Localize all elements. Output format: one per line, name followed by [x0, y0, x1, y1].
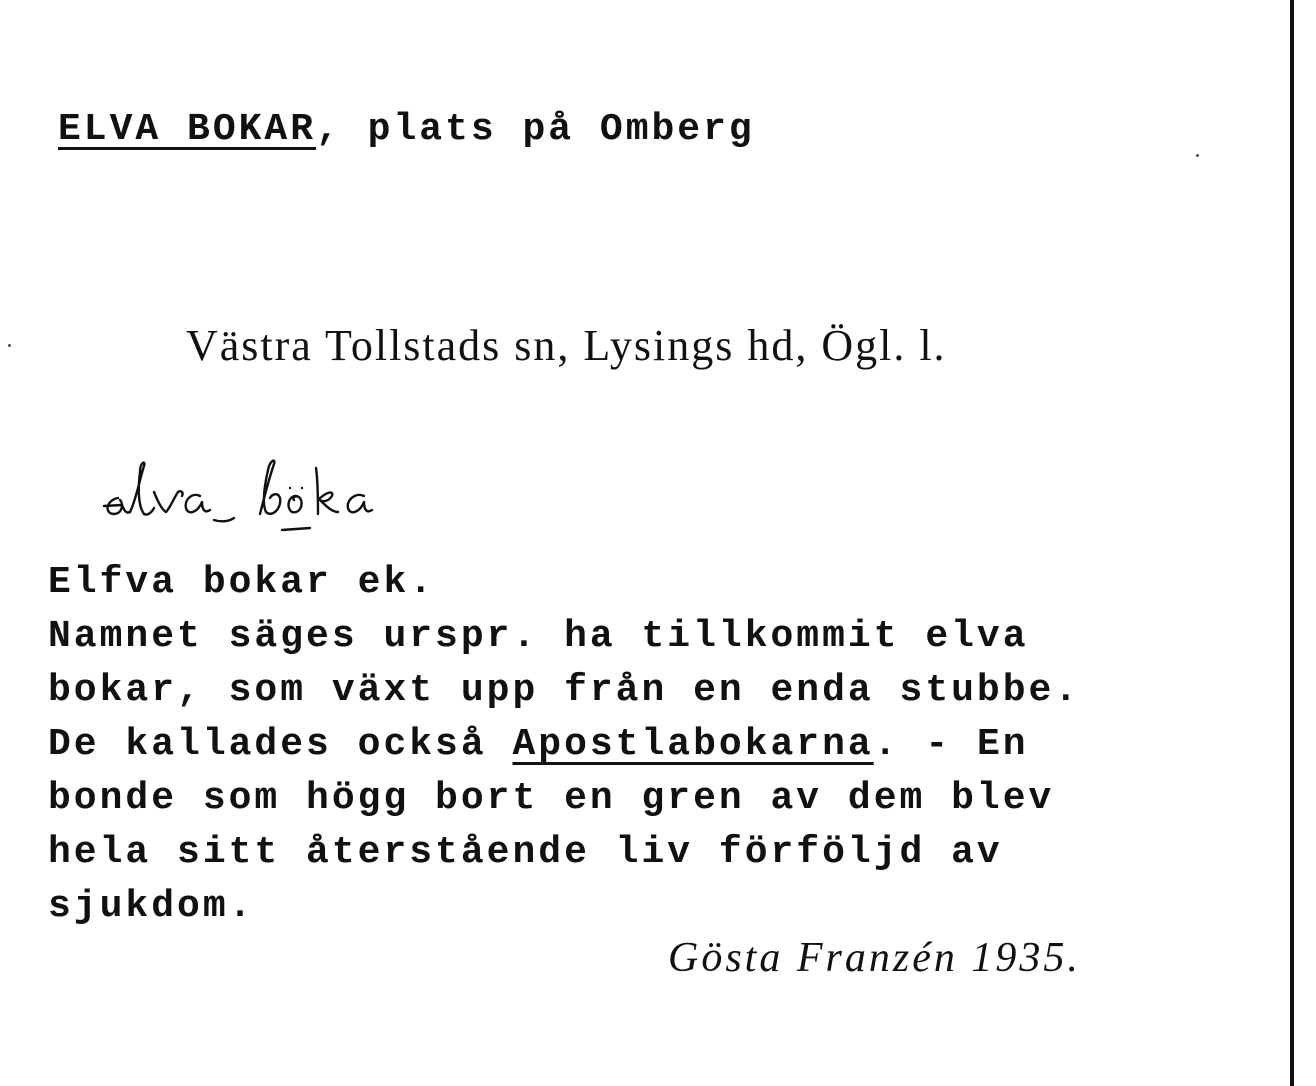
- place-name: ELVA BOKAR: [58, 108, 317, 151]
- body-line-suffix: . - En: [873, 723, 1029, 766]
- card-heading: [58, 108, 755, 151]
- body-line: Namnet säges urspr. ha tillkommit elva: [48, 615, 1029, 658]
- scan-speck: [8, 344, 11, 347]
- handwritten-pronunciation: [96, 448, 516, 543]
- body-line: Elfva bokar ek.: [48, 561, 436, 604]
- card-body: [48, 556, 1268, 934]
- location-line: Västra Tollstads sn, Lysings hd, Ögl. l.: [186, 321, 947, 370]
- scan-speck: [1196, 154, 1199, 157]
- body-line: bokar, som växt upp från en enda stubbe.: [48, 669, 1081, 712]
- place-description: , plats på Omberg: [316, 108, 755, 151]
- body-line: [48, 718, 1268, 772]
- body-line-prefix: De kallades också: [48, 723, 513, 766]
- alternate-name: Apostlabokarna: [512, 723, 874, 766]
- handwritten-pronunciation-glyphs: [96, 448, 516, 538]
- card-edge-border: [1290, 0, 1294, 1086]
- signature: Gösta Franzén 1935.: [668, 935, 1081, 981]
- body-line: hela sitt återstående liv förföljd av: [48, 831, 1003, 874]
- body-line: bonde som högg bort en gren av dem blev: [48, 777, 1055, 820]
- body-line: sjukdom.: [48, 885, 255, 928]
